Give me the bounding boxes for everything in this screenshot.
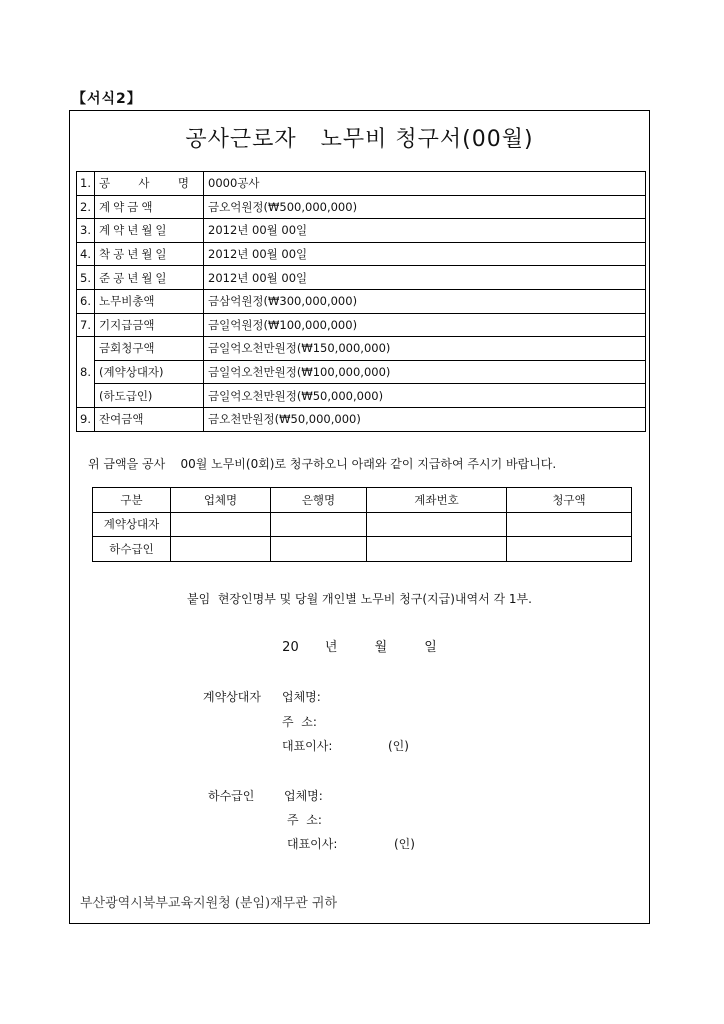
cell-empty [367,512,507,537]
table-row [77,172,646,196]
item-value: 2012년 00월 00일 [204,219,646,243]
header-amount: 청구액 [507,488,632,513]
cell-empty [507,537,632,562]
form-label: 【서식2】 [72,91,142,107]
subcontractor-seal: (인) [394,837,415,851]
header-account-number: 계좌번호 [367,488,507,513]
item-number: 5. [77,266,95,290]
date-year-unit: 년 [324,640,338,655]
item-label: 계약금액 [95,195,204,219]
table-row [77,360,646,384]
item-value: 금일억원정(₩100,000,000) [204,313,646,337]
item-number: 4. [77,242,95,266]
addressee-footer: 부산광역시북부교육지원청 (분임)재무관 귀하 [80,896,338,911]
project-info-table [76,171,646,432]
item-label: 착공년월일 [95,242,204,266]
account-table [92,487,632,562]
cell-empty [171,537,271,562]
contractor-role: 계약상대자 [203,690,261,704]
date-day-unit: 일 [424,640,437,655]
item-value: 금오억원정(₩500,000,000) [204,195,646,219]
item-label: 노무비총액 [95,289,204,313]
cell-empty [171,512,271,537]
item-label: 준공년월일 [95,266,204,290]
page-title: 공사근로자 노무비 청구서(00월) [185,127,534,152]
cell-empty [507,512,632,537]
cell-empty [271,512,367,537]
contractor-seal: (인) [388,739,409,753]
attachment-note: 붙임 현장인명부 및 당월 개인별 노무비 청구(지급)내역서 각 1부. [187,592,532,606]
item-label: 금회청구액 [95,337,204,361]
table-row [77,266,646,290]
item-value: 금삼억원정(₩300,000,000) [204,289,646,313]
item-label: 공 사 명 [95,172,204,196]
request-statement: 위 금액을 공사 00월 노무비(0회)로 청구하오니 아래와 같이 지급하여 주시기 바랍니다. [88,457,557,471]
item-value: 금오천만원정(₩50,000,000) [204,407,646,431]
header-bank: 은행명 [271,488,367,513]
date-month-unit: 월 [374,640,388,655]
item-value: 2012년 00월 00일 [204,266,646,290]
item-value: 금일억오천만원정(₩50,000,000) [204,384,646,408]
item-number: 3. [77,219,95,243]
item-number: 1. [77,172,95,196]
contractor-address-label: 주 소: [282,715,317,729]
item-number: 7. [77,313,95,337]
item-label: (하도급인) [95,384,204,408]
table-row [77,289,646,313]
date-year: 20 [282,640,299,655]
row-label-subcontractor: 하수급인 [93,537,171,562]
table-row [77,195,646,219]
item-label: 계약년월일 [95,219,204,243]
item-label: 잔여금액 [95,407,204,431]
table-row [77,313,646,337]
item-number: 2. [77,195,95,219]
item-value: 금일억오천만원정(₩150,000,000) [204,337,646,361]
account-header-row [93,488,632,513]
table-row [77,337,646,361]
cell-empty [271,537,367,562]
table-row [77,242,646,266]
item-number: 6. [77,289,95,313]
header-company: 업체명 [171,488,271,513]
table-row [93,537,632,562]
item-label: (계약상대자) [95,360,204,384]
contractor-company-label: 업체명: [282,690,321,704]
contractor-ceo-label: 대표이사: [282,739,333,753]
table-row [77,407,646,431]
item-value: 0000공사 [204,172,646,196]
item-value: 2012년 00월 00일 [204,242,646,266]
header-category: 구분 [93,488,171,513]
table-row [77,384,646,408]
date-line [70,636,649,655]
item-value: 금일억오천만원정(₩100,000,000) [204,360,646,384]
item-label: 기지급금액 [95,313,204,337]
subcontractor-company-label: 업체명: [284,789,323,803]
row-label-contractor: 계약상대자 [93,512,171,537]
table-row [93,512,632,537]
table-row [77,219,646,243]
subcontractor-ceo-label: 대표이사: [287,837,338,851]
cell-empty [367,537,507,562]
item-number: 8. [77,337,95,408]
item-number: 9. [77,407,95,431]
subcontractor-address-label: 주 소: [287,813,322,827]
subcontractor-role: 하수급인 [208,789,255,803]
